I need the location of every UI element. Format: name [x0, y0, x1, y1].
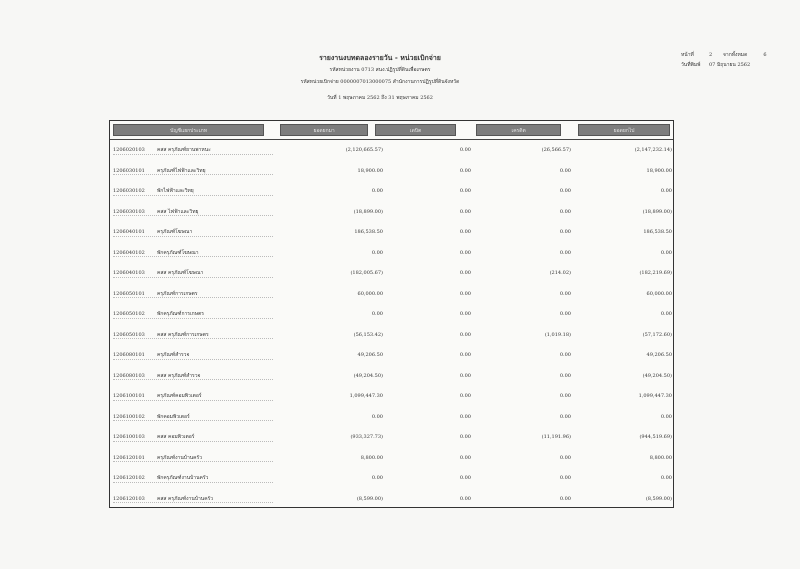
balance-forward-cell: 18,900.00: [357, 167, 383, 174]
balance-carried-cell: (49,204.50): [642, 372, 672, 379]
debit-cell: 0.00: [459, 352, 471, 359]
row-divider: [113, 297, 273, 298]
balance-carried-cell: (182,219.69): [639, 270, 672, 277]
balance-forward-cell: 0.00: [371, 188, 383, 195]
credit-cell: (26,566.57): [541, 147, 571, 154]
header-credit: เครดิต: [476, 124, 561, 136]
account-code: 1206030102: [113, 188, 145, 195]
account-name: ครุภัณฑ์ไฟฟ้าและวิทยุ: [157, 167, 206, 174]
account-code: 1206100103: [113, 434, 145, 441]
table-row: [110, 366, 673, 387]
date-range-line: วันที่ 1 พฤษภาคม 2562 ถึง 31 พฤษภาคม 2562: [327, 95, 433, 101]
account-name: คสส คอมพิวเตอร์: [157, 434, 195, 441]
account-code: 1206030103: [113, 208, 145, 215]
account-name: คสส ครุภัณฑ์โฆษณา: [157, 270, 204, 277]
balance-carried-cell: 0.00: [660, 188, 672, 195]
debit-cell: 0.00: [459, 434, 471, 441]
row-divider: [113, 502, 273, 503]
page-info: [681, 50, 767, 70]
table-row: [110, 468, 673, 489]
account-code: 1206100101: [113, 393, 145, 400]
balance-forward-cell: (49,204.50): [353, 372, 383, 379]
balance-carried-cell: 49,206.50: [646, 352, 672, 359]
account-name: คสส ครุภัณฑ์การเกษตร: [157, 331, 209, 338]
credit-cell: 0.00: [559, 249, 571, 256]
row-divider: [113, 400, 273, 401]
balance-carried-cell: (8,599.00): [645, 495, 672, 502]
account-code: 1206040102: [113, 249, 145, 256]
table-row: [110, 263, 673, 284]
account-code: 1206100102: [113, 413, 145, 420]
credit-cell: 0.00: [559, 454, 571, 461]
table-row: [110, 345, 673, 366]
row-divider: [113, 256, 273, 257]
account-name: พักคอมพิวเตอร์: [157, 413, 190, 420]
account-code: 1206120103: [113, 495, 145, 502]
account-name: พักครุภัณฑ์โฆษณา: [157, 249, 199, 256]
account-code: 1206030101: [113, 167, 145, 174]
account-code: 1206050103: [113, 331, 145, 338]
table-header: [110, 121, 673, 140]
table-row: [110, 386, 673, 407]
credit-cell: 0.00: [559, 167, 571, 174]
account-name: คสส ครุภัณฑ์สำรวจ: [157, 372, 201, 379]
balance-carried-cell: 0.00: [660, 311, 672, 318]
debit-cell: 0.00: [459, 147, 471, 154]
balance-forward-cell: (182,005.67): [350, 270, 383, 277]
debit-cell: 0.00: [459, 413, 471, 420]
balance-forward-cell: 0.00: [371, 475, 383, 482]
page-number: 2: [709, 52, 713, 58]
row-divider: [113, 215, 273, 216]
account-code: 1206120101: [113, 454, 145, 461]
credit-cell: 0.00: [559, 372, 571, 379]
account-code: 1206080101: [113, 352, 145, 359]
print-label: วันที่พิมพ์: [681, 62, 701, 68]
debit-cell: 0.00: [459, 311, 471, 318]
balance-carried-cell: (18,899.00): [642, 208, 672, 215]
row-divider: [113, 441, 273, 442]
balance-carried-cell: (57,172.60): [642, 331, 672, 338]
account-name: พักไฟฟ้าและวิทยุ: [157, 188, 194, 195]
balance-forward-cell: 49,206.50: [357, 352, 383, 359]
account-code: 1206120102: [113, 475, 145, 482]
debit-cell: 0.00: [459, 454, 471, 461]
balance-forward-cell: (933,327.73): [350, 434, 383, 441]
credit-cell: 0.00: [559, 475, 571, 482]
header-account: บัญชีแยกประเภท: [113, 124, 264, 136]
balance-forward-cell: 186,538.50: [354, 229, 383, 236]
table-row: [110, 222, 673, 243]
balance-forward-cell: 0.00: [371, 249, 383, 256]
credit-cell: 0.00: [559, 229, 571, 236]
account-name: คสส ไฟฟ้าและวิทยุ: [157, 208, 199, 215]
balance-carried-cell: 0.00: [660, 475, 672, 482]
row-divider: [113, 154, 273, 155]
credit-cell: (1,019.18): [544, 331, 571, 338]
table-row: [110, 304, 673, 325]
table-body: [110, 140, 673, 509]
account-code: 1206020103: [113, 147, 145, 154]
table-row: [110, 407, 673, 428]
row-divider: [113, 338, 273, 339]
account-name: ครุภัณฑ์คอมพิวเตอร์: [157, 393, 202, 400]
debit-cell: 0.00: [459, 290, 471, 297]
table-row: [110, 427, 673, 448]
debit-cell: 0.00: [459, 249, 471, 256]
row-divider: [113, 174, 273, 175]
print-date: 07 มิถุนายน 2562: [709, 62, 751, 68]
row-divider: [113, 359, 273, 360]
debit-cell: 0.00: [459, 475, 471, 482]
account-name: ครุภัณฑ์สำรวจ: [157, 352, 190, 359]
balance-forward-cell: 60,000.00: [357, 290, 383, 297]
balance-carried-cell: 18,900.00: [646, 167, 672, 174]
header-debit: เดบิต: [375, 124, 456, 136]
credit-cell: 0.00: [559, 352, 571, 359]
table-row: [110, 325, 673, 346]
balance-forward-cell: (18,899.00): [353, 208, 383, 215]
balance-forward-cell: (8,599.00): [356, 495, 383, 502]
balance-carried-cell: (944,519.69): [639, 434, 672, 441]
balance-carried-cell: 0.00: [660, 413, 672, 420]
credit-cell: 0.00: [559, 290, 571, 297]
row-divider: [113, 461, 273, 462]
credit-cell: 0.00: [559, 311, 571, 318]
account-code: 1206040101: [113, 229, 145, 236]
row-divider: [113, 420, 273, 421]
table-row: [110, 202, 673, 223]
debit-cell: 0.00: [459, 270, 471, 277]
table-row: [110, 489, 673, 510]
header-balance-forward: ยอดยกมา: [280, 124, 368, 136]
total-label: จากทั้งหมด: [723, 52, 748, 58]
table-row: [110, 181, 673, 202]
account-name: คสส ครุภัณฑ์งานบ้านครัว: [157, 495, 214, 502]
row-divider: [113, 277, 273, 278]
credit-cell: 0.00: [559, 188, 571, 195]
credit-cell: (11,191.96): [541, 434, 571, 441]
debit-cell: 0.00: [459, 331, 471, 338]
table-row: [110, 161, 673, 182]
disbursement-unit-line: รหัสหน่วยเบิกจ่าย 0000007013000075 สำนักงานการปฏิรูปที่ดินจังหวัด: [300, 79, 460, 85]
account-code: 1206040103: [113, 270, 145, 277]
debit-cell: 0.00: [459, 208, 471, 215]
account-name: ครุภัณฑ์งานบ้านครัว: [157, 454, 203, 461]
row-divider: [113, 195, 273, 196]
credit-cell: (214.02): [549, 270, 571, 277]
report-title: รายงานงบทดลองรายวัน - หน่วยเบิกจ่าย: [319, 53, 441, 62]
balance-forward-cell: 1,099,447.30: [349, 393, 383, 400]
credit-cell: 0.00: [559, 495, 571, 502]
row-divider: [113, 236, 273, 237]
row-divider: [113, 379, 273, 380]
debit-cell: 0.00: [459, 393, 471, 400]
table-row: [110, 284, 673, 305]
credit-cell: 0.00: [559, 208, 571, 215]
balance-carried-cell: 60,000.00: [646, 290, 672, 297]
trial-balance-table: [109, 120, 674, 508]
page-number-row: [681, 50, 767, 60]
print-date-row: [681, 60, 767, 70]
account-name: ครุภัณฑ์การเกษตร: [157, 290, 198, 297]
table-row: [110, 243, 673, 264]
account-name: คสส ครุภัณฑ์ยานพาหนะ: [157, 147, 211, 154]
balance-forward-cell: 0.00: [371, 413, 383, 420]
page-label: หน้าที่: [681, 52, 694, 58]
table-row: [110, 448, 673, 469]
account-name: พักครุภัณฑ์งานบ้านครัว: [157, 475, 209, 482]
balance-forward-cell: 8,800.00: [360, 454, 383, 461]
account-code: 1206050102: [113, 311, 145, 318]
row-divider: [113, 482, 273, 483]
balance-carried-cell: 186,538.50: [643, 229, 672, 236]
balance-carried-cell: 0.00: [660, 249, 672, 256]
agency-line: รหัสหน่วยงาน 0713 สนง.ปฏิรูปที่ดินเพื่อเกษตร: [329, 67, 431, 73]
account-name: พักครุภัณฑ์การเกษตร: [157, 311, 204, 318]
account-name: ครุภัณฑ์โฆษณา: [157, 229, 193, 236]
report-header: [300, 52, 460, 104]
balance-forward-cell: (56,153.42): [353, 331, 383, 338]
balance-forward-cell: (2,120,665.57): [345, 147, 383, 154]
debit-cell: 0.00: [459, 229, 471, 236]
balance-forward-cell: 0.00: [371, 311, 383, 318]
credit-cell: 0.00: [559, 413, 571, 420]
header-balance-carried: ยอดยกไป: [578, 124, 670, 136]
balance-carried-cell: (2,147,232.14): [634, 147, 672, 154]
account-code: 1206080103: [113, 372, 145, 379]
account-code: 1206050101: [113, 290, 145, 297]
balance-carried-cell: 1,099,447.30: [638, 393, 672, 400]
debit-cell: 0.00: [459, 495, 471, 502]
row-divider: [113, 318, 273, 319]
debit-cell: 0.00: [459, 188, 471, 195]
table-row: [110, 140, 673, 161]
total-pages: 6: [763, 52, 767, 58]
debit-cell: 0.00: [459, 167, 471, 174]
credit-cell: 0.00: [559, 393, 571, 400]
debit-cell: 0.00: [459, 372, 471, 379]
balance-carried-cell: 8,800.00: [649, 454, 672, 461]
